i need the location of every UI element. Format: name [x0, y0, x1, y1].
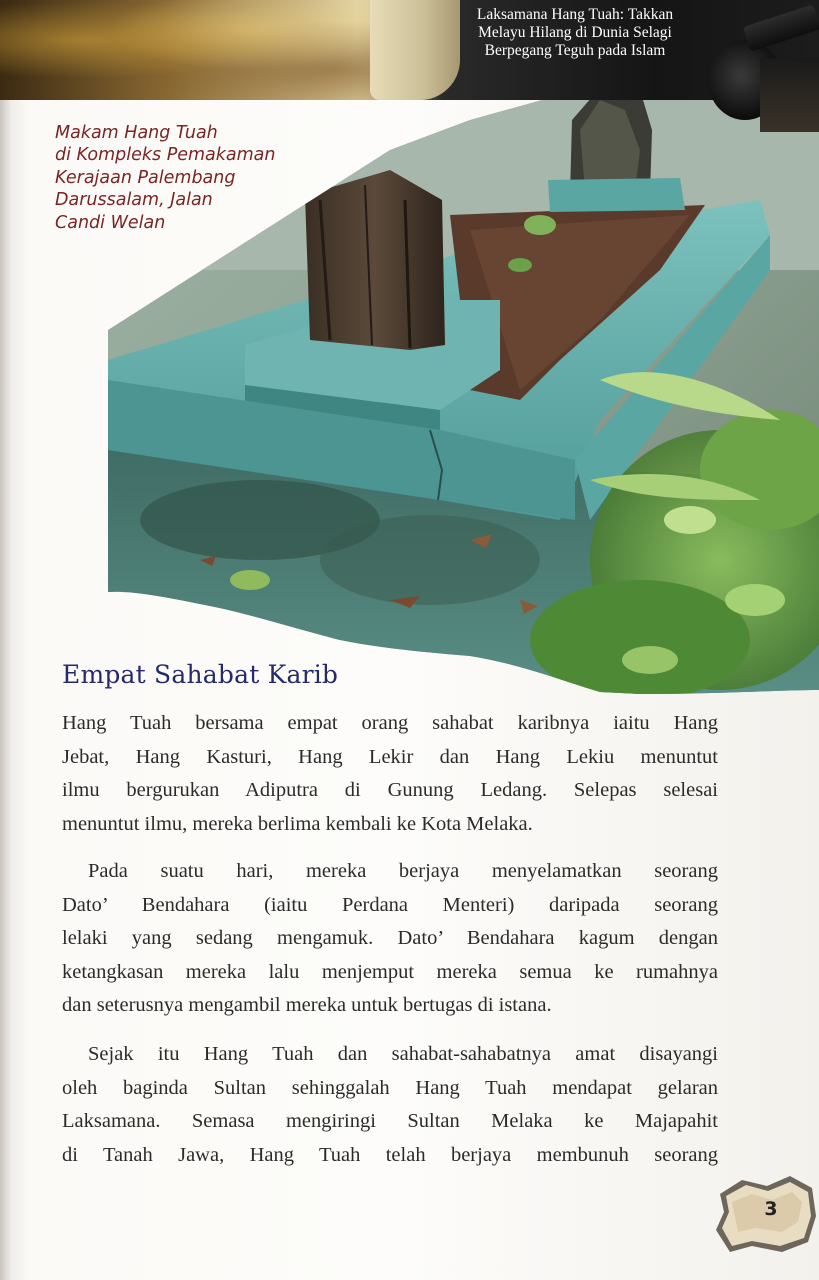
caption-line: Kerajaan Palembang [55, 167, 236, 188]
paragraph-line: Laksamana. Semasa mengiringi Sultan Melaka ke Majapahit [62, 1110, 718, 1132]
top-banner [0, 0, 819, 100]
paragraph-line: dan seterusnya mengambil mereka untuk bertugas di istana. [62, 994, 552, 1016]
paragraph-2 [62, 855, 718, 1023]
paragraph-line: di Tanah Jawa, Hang Tuah telah berjaya membunuh seorang [62, 1143, 718, 1166]
cannon-base-graphic [760, 58, 819, 132]
paragraph-line: ilmu bergurukan Adiputra di Gunung Ledang. Selepas selesai [62, 779, 718, 801]
caption-line: Darussalam, Jalan [55, 190, 213, 211]
cannon-barrel-graphic [743, 4, 819, 52]
photo-caption [55, 122, 315, 234]
banner-title-line: Laksamana Hang Tuah: Takkan [476, 6, 674, 23]
paragraph-line: Dato’ Bendahara (iaitu Perdana Menteri) daripada seorang [62, 893, 718, 916]
banner-title [440, 6, 710, 60]
caption-line: Makam Hang Tuah [55, 123, 218, 143]
paragraph-line: Sejak itu Hang Tuah dan sahabat-sahabatnya amat disayangi [88, 1043, 718, 1065]
paragraph-line: menuntut ilmu, mereka berlima kembali ke Kota Melaka. [62, 812, 533, 835]
paragraph-line: lelaki yang sedang mengamuk. Dato’ Bendahara kagum dengan [62, 927, 718, 949]
banner-painting [0, 0, 420, 100]
paragraph-1 [62, 707, 718, 841]
paragraph-line: ketangkasan mereka lalu menjemput mereka semua ke rumahnya [62, 960, 718, 983]
paragraph-3 [62, 1038, 718, 1172]
paragraph-line: oleh baginda Sultan sehinggalah Hang Tuah mendapat gelaran [62, 1076, 718, 1099]
paragraph-line: Jebat, Hang Kasturi, Hang Lekir dan Hang Lekiu menuntut [62, 745, 718, 768]
section-heading: Empat Sahabat Karib [62, 660, 339, 689]
paragraph-line: Hang Tuah bersama empat orang sahabat karibnya iaitu Hang [62, 712, 718, 734]
paragraph-line: Pada suatu hari, mereka berjaya menyelamatkan seorang [88, 860, 718, 882]
caption-line: Candi Welan [55, 212, 166, 233]
page-number: 3 [764, 1198, 778, 1220]
banner-title-line: Melayu Hilang di Dunia Selagi [478, 24, 672, 41]
banner-title-line: Berpegang Teguh pada Islam [484, 42, 666, 59]
caption-line: di Kompleks Pemakaman [55, 145, 276, 166]
